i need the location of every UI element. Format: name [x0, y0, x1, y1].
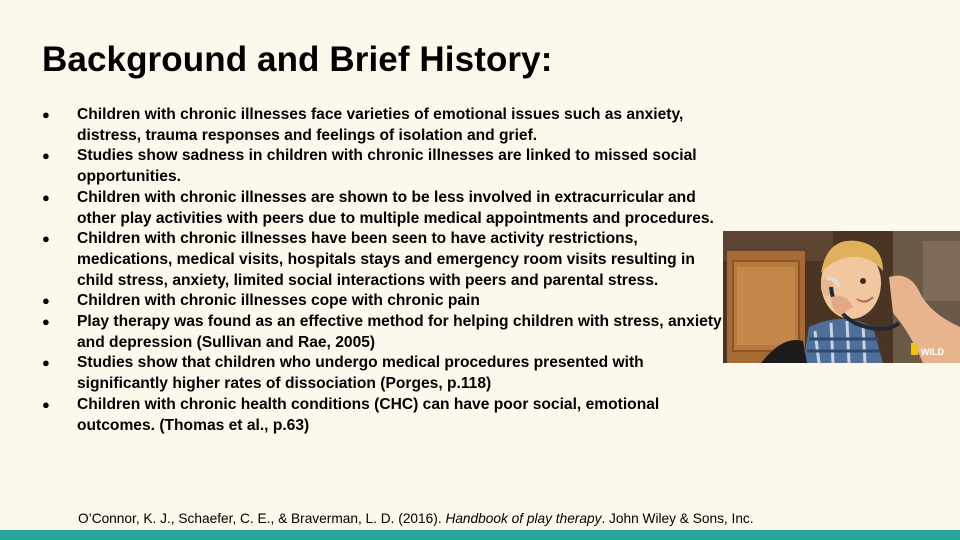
bullet-item [42, 312, 732, 353]
bullet-dot-icon: ● [42, 396, 50, 412]
slide-title: Background and Brief History: [42, 40, 553, 79]
bullet-dot-icon: ● [42, 107, 50, 122]
bullet-item [42, 291, 732, 312]
bullet-text: Children with chronic illnesses face varieties of emotional issues such as anxiety, distress, trauma responses and feelings of isolation and grief. [77, 106, 684, 144]
bullet-text: Children with chronic health conditions (CHC) can have poor social, emotional outcomes. (Thomas et al., p.63) [77, 395, 660, 434]
bullet-dot-icon: ● [42, 148, 50, 164]
bullet-item [42, 353, 732, 394]
bullet-dot-icon: ● [42, 355, 50, 371]
citation-publisher: . John Wiley & Sons, Inc. [601, 511, 754, 526]
photo-watermark-text: WILD [921, 347, 944, 357]
accent-bar [0, 530, 960, 540]
citation-authors: O’Connor, K. J., Schaefer, C. E., & Braverman, L. D. (2016). [78, 511, 446, 526]
citation-book-title: Handbook of play therapy [445, 511, 602, 526]
bullet-dot-icon: ● [42, 189, 50, 205]
bullet-text: Studies show sadness in children with chronic illnesses are linked to missed social opportunities. [77, 147, 697, 186]
bullet-text: Children with chronic illnesses are shown to be less involved in extracurricular and other play activities with peers due to multiple medical appointments and procedures. [77, 188, 714, 227]
bullet-dot-icon: ● [42, 231, 50, 247]
bullet-item [42, 105, 732, 146]
citation [78, 511, 754, 526]
bullet-text: Studies show that children who undergo medical procedures presented with significantly higher rates of dissociation (Porges, p.118) [77, 354, 644, 393]
bullet-item [42, 395, 732, 436]
bullet-text: Play therapy was found as an effective method for helping children with stress, anxiety and depression (Sullivan and Rae, 2005) [77, 313, 722, 351]
bullet-dot-icon: ● [42, 314, 50, 330]
bullet-dot-icon: ● [42, 293, 50, 309]
bullet-list [42, 105, 732, 436]
bullet-item [42, 229, 732, 291]
bullet-item [42, 188, 732, 229]
bullet-text: Children with chronic illnesses cope with chronic pain [77, 292, 480, 310]
child-doctor-photo [723, 231, 960, 363]
child-doctor-photo-illustration [723, 231, 960, 363]
bullet-item [42, 146, 732, 187]
bullet-text: Children with chronic illnesses have been seen to have activity restrictions, medications, medical visits, hospitals stays and emergency room visits resulting in child stress, anxiety, limited social interactions with peers and parental stress. [77, 230, 695, 289]
